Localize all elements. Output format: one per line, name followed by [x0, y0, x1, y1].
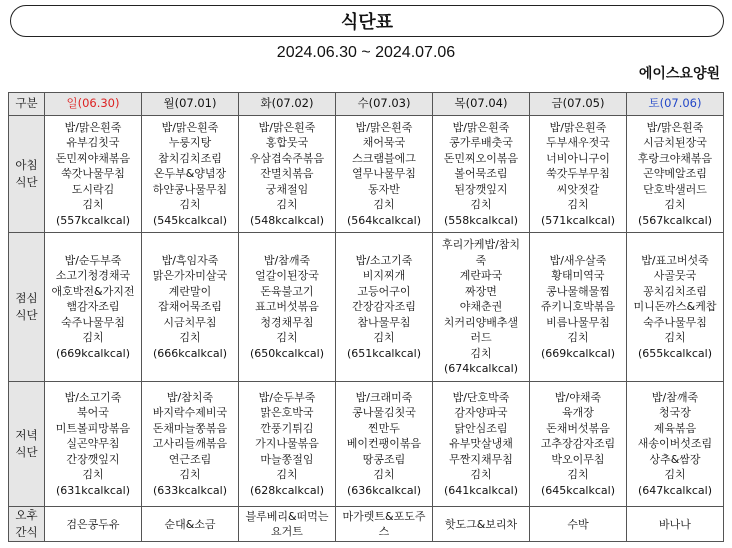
menu-item: 김치 [470, 198, 492, 212]
menu-item: 김치 [82, 198, 104, 212]
menu-item: 김치 [276, 331, 298, 345]
menu-title-box [10, 5, 724, 37]
corner-header: 구분 [9, 93, 45, 116]
menu-cell-snack-wednesday [336, 507, 433, 542]
day-header-monday: 월(07.01) [142, 93, 239, 116]
menu-item: 핫도그&보리차 [444, 517, 518, 531]
menu-item: (557kcalkcal) [55, 213, 130, 227]
menu-item: 씨앗젓갈 [556, 182, 600, 196]
menu-item: 두부새우젓국 [546, 136, 610, 150]
menu-item: 김치 [179, 198, 201, 212]
menu-cell-snack-monday [142, 507, 239, 542]
facility-name: 에이스요양원 [638, 66, 720, 82]
menu-item: 쑥갓두부무침 [546, 167, 610, 181]
menu-body [9, 116, 724, 542]
menu-item: 밥/맑은흰죽 [355, 120, 413, 134]
menu-item: (545kcalkcal) [152, 213, 227, 227]
menu-item: (651kcalkcal) [346, 346, 421, 360]
menu-item: 미트볼피망볶음 [55, 421, 131, 435]
menu-item: 깐풍기튀김 [260, 421, 314, 435]
menu-item: 콩나물김칫국 [352, 406, 416, 420]
meal-row-lunch [9, 233, 724, 382]
menu-item: 청국장 [659, 406, 691, 420]
menu-item: 김치 [373, 468, 395, 482]
menu-item: 밥/맑은흰죽 [452, 120, 510, 134]
menu-item: 순대&소금 [164, 517, 216, 531]
menu-item: 김치 [567, 198, 589, 212]
menu-cell-dinner-friday [530, 382, 627, 507]
day-header-wednesday: 수(07.03) [336, 93, 433, 116]
menu-item: 계란말이 [168, 284, 212, 298]
menu-cell-breakfast-friday [530, 116, 627, 233]
menu-item: 고추장감자조림 [540, 437, 616, 451]
menu-item: 홍합뭇국 [265, 136, 309, 150]
menu-item: 참치김치조림 [158, 151, 222, 165]
menu-cell-snack-friday [530, 507, 627, 542]
menu-item: 땅콩조림 [362, 452, 406, 466]
menu-cell-lunch-thursday [433, 233, 530, 382]
menu-item: (631kcalkcal) [55, 483, 130, 497]
menu-item: 실곤약무침 [66, 437, 120, 451]
meal-row-breakfast [9, 116, 724, 233]
meal-label-breakfast [9, 116, 45, 233]
meal-label-line: 식단 [15, 308, 38, 322]
menu-item: 쥬키니호박볶음 [540, 300, 616, 314]
menu-item: 스 [378, 525, 390, 538]
menu-item: 밥/맑은흰죽 [646, 120, 704, 134]
menu-item: 볼어묵조림 [454, 167, 508, 181]
menu-item: 애호박전&가지전 [51, 284, 135, 298]
menu-cell-lunch-monday [142, 233, 239, 382]
menu-item: (636kcalkcal) [346, 483, 421, 497]
menu-item: (666kcalkcal) [152, 346, 227, 360]
menu-item: 밥/소고기죽 [355, 253, 413, 267]
menu-item: 스크램블에그 [352, 151, 416, 165]
menu-item: 궁채절임 [265, 182, 309, 196]
meal-label-line: 아침 [15, 158, 38, 172]
menu-item: (650kcalkcal) [249, 346, 324, 360]
page-title: 식단표 [340, 12, 394, 33]
menu-item: 된장깻잎지 [454, 182, 508, 196]
menu-item: 너비아니구이 [546, 151, 610, 165]
menu-cell-lunch-sunday [45, 233, 142, 382]
menu-item: 육개장 [562, 406, 594, 420]
menu-item: 죽 [475, 253, 487, 267]
menu-item: 김치 [470, 346, 492, 360]
menu-item: 맑은가자미살국 [152, 269, 228, 283]
menu-cell-breakfast-saturday [627, 116, 724, 233]
menu-item: 계란파국 [459, 269, 503, 283]
menu-item: 시금치된장국 [643, 136, 707, 150]
menu-item: 돈민찌오이볶음 [443, 151, 519, 165]
menu-item: 가지나물볶음 [255, 437, 319, 451]
menu-item: 잡채어묵조림 [158, 300, 222, 314]
menu-item: 밥/참깨죽 [651, 390, 699, 404]
menu-item: 김치 [664, 468, 686, 482]
menu-item: 김치 [179, 331, 201, 345]
menu-item: 밥/새우살죽 [549, 253, 607, 267]
menu-item: 김치 [373, 198, 395, 212]
menu-item: 닭안심조림 [454, 421, 508, 435]
menu-item: 누룽지탕 [168, 136, 212, 150]
menu-item: 유부김칫국 [66, 136, 120, 150]
menu-cell-dinner-sunday [45, 382, 142, 507]
menu-item: (655kcalkcal) [637, 346, 712, 360]
menu-cell-snack-sunday [45, 507, 142, 542]
menu-item: 고사리들깨볶음 [152, 437, 228, 451]
menu-item: 유부맛살냉채 [449, 437, 513, 451]
menu-item: (628kcalkcal) [249, 483, 324, 497]
meal-label-dinner [9, 382, 45, 507]
menu-item: 감자양파국 [454, 406, 508, 420]
menu-item: 박오이무침 [551, 452, 605, 466]
menu-item: (674kcalkcal) [443, 362, 518, 376]
menu-item: (633kcalkcal) [152, 483, 227, 497]
menu-item: 밥/참깨죽 [263, 253, 311, 267]
menu-item: 우삼겹숙주볶음 [249, 151, 325, 165]
menu-item: (647kcalkcal) [637, 483, 712, 497]
menu-item: 돈채버섯볶음 [546, 421, 610, 435]
menu-item: 밥/소고기죽 [64, 390, 122, 404]
menu-item: (548kcalkcal) [249, 213, 324, 227]
menu-cell-breakfast-sunday [45, 116, 142, 233]
menu-item: 베이컨팽이볶음 [346, 437, 422, 451]
menu-item: 밥/맑은흰죽 [549, 120, 607, 134]
menu-cell-lunch-friday [530, 233, 627, 382]
menu-item: 열무나물무침 [352, 167, 416, 181]
day-header-tuesday: 화(07.02) [239, 93, 336, 116]
menu-cell-lunch-tuesday [239, 233, 336, 382]
menu-item: 숙주나물무침 [61, 315, 125, 329]
menu-item: 밥/맑은흰죽 [64, 120, 122, 134]
menu-item: 사골뭇국 [653, 269, 697, 283]
menu-item: 마늘쫑절임 [260, 452, 314, 466]
menu-item: 김치 [82, 468, 104, 482]
menu-cell-breakfast-wednesday [336, 116, 433, 233]
menu-item: 햄감자조림 [66, 300, 120, 314]
menu-item: 단호박샐러드 [643, 182, 707, 196]
day-header-friday: 금(07.05) [530, 93, 627, 116]
menu-item: 치커리양배추샐 [443, 315, 519, 329]
day-header-sunday: 일(06.30) [45, 93, 142, 116]
menu-item: 러드 [470, 331, 492, 345]
menu-item: 간장깻잎지 [66, 452, 120, 466]
menu-item: 채어묵국 [362, 136, 406, 150]
date-range: 2024.06.30 ~ 2024.07.06 [276, 44, 456, 61]
menu-item: 쑥갓나물무침 [61, 167, 125, 181]
menu-item: 비지찌개 [362, 269, 406, 283]
menu-item: 밥/야채죽 [554, 390, 602, 404]
meal-row-snack [9, 507, 724, 542]
menu-cell-lunch-wednesday [336, 233, 433, 382]
menu-item: 상추&쌈장 [649, 452, 701, 466]
menu-cell-dinner-saturday [627, 382, 724, 507]
menu-item: 곤약메알조림 [643, 167, 707, 181]
menu-cell-dinner-monday [142, 382, 239, 507]
menu-item: 비름나물무침 [546, 315, 610, 329]
menu-item: 제육볶음 [653, 421, 697, 435]
menu-item: (669kcalkcal) [55, 346, 130, 360]
day-header-saturday: 토(07.06) [627, 93, 724, 116]
menu-item: 바지락수제비국 [152, 406, 228, 420]
day-header-thursday: 목(07.04) [433, 93, 530, 116]
menu-item: 후랑크야채볶음 [637, 151, 713, 165]
menu-item: 콩나물해물찜 [546, 284, 610, 298]
menu-item: 돈육불고기 [260, 284, 314, 298]
menu-item: 김치 [276, 468, 298, 482]
menu-item: 꽁치김치조림 [643, 284, 707, 298]
menu-item: 연근조림 [168, 452, 212, 466]
menu-item: (564kcalkcal) [346, 213, 421, 227]
day-header-row [9, 93, 724, 116]
menu-item: 김치 [664, 331, 686, 345]
menu-item: 황태미역국 [551, 269, 605, 283]
menu-item: 검은콩두유 [66, 517, 120, 531]
menu-item: 표고버섯볶음 [255, 300, 319, 314]
menu-item: 찐만두 [368, 421, 400, 435]
menu-item: 밥/순두부죽 [258, 390, 316, 404]
menu-item: 짜장면 [465, 284, 497, 298]
meal-row-dinner [9, 382, 724, 507]
menu-item: 김치 [567, 468, 589, 482]
meal-label-line: 식단 [15, 445, 38, 459]
menu-item: 바나나 [659, 517, 691, 531]
meal-label-line: 저녁 [15, 428, 38, 442]
menu-item: 북어국 [77, 406, 109, 420]
menu-item: 잔멸치볶음 [260, 167, 314, 181]
menu-item: 밥/맑은흰죽 [258, 120, 316, 134]
menu-item: 고등어구이 [357, 284, 411, 298]
menu-item: 소고기청경채국 [55, 269, 131, 283]
menu-item: 밥/참치죽 [166, 390, 214, 404]
menu-item: 하얀콩나물무침 [152, 182, 228, 196]
menu-cell-snack-tuesday [239, 507, 336, 542]
menu-item: 동자반 [368, 182, 400, 196]
menu-item: 온두부&양념장 [153, 167, 227, 181]
menu-item: 밥/순두부죽 [64, 253, 122, 267]
menu-item: 맑은호박국 [260, 406, 314, 420]
menu-item: 밥/단호박죽 [452, 390, 510, 404]
menu-item: (641kcalkcal) [443, 483, 518, 497]
menu-item: 김치 [664, 198, 686, 212]
menu-item: 무짠지채무침 [449, 452, 513, 466]
menu-item: 돈민찌야채볶음 [55, 151, 131, 165]
menu-item: 시금치무침 [163, 315, 217, 329]
menu-item: 간장감자조림 [352, 300, 416, 314]
menu-item: 마가렛트&포도주 [342, 510, 426, 523]
menu-item: 요거트 [271, 525, 303, 538]
weekly-menu-table [8, 92, 724, 542]
menu-item: 김치 [470, 468, 492, 482]
menu-item: 얼갈이된장국 [255, 269, 319, 283]
menu-item: 청경채무침 [260, 315, 314, 329]
menu-cell-lunch-saturday [627, 233, 724, 382]
menu-item: 김치 [276, 198, 298, 212]
menu-item: 새송이버섯조림 [637, 437, 713, 451]
menu-item: 미니돈까스&케찹 [633, 300, 717, 314]
menu-item: 김치 [179, 468, 201, 482]
menu-item: 수박 [567, 517, 589, 531]
menu-cell-dinner-wednesday [336, 382, 433, 507]
menu-item: 김치 [567, 331, 589, 345]
menu-cell-dinner-tuesday [239, 382, 336, 507]
menu-item: 김치 [373, 331, 395, 345]
menu-item: 블루베리&떠먹는 [245, 510, 329, 523]
menu-cell-breakfast-tuesday [239, 116, 336, 233]
menu-item: 도시락김 [71, 182, 115, 196]
meal-label-lunch [9, 233, 45, 382]
menu-item: 숙주나물무침 [643, 315, 707, 329]
menu-item: (567kcalkcal) [637, 213, 712, 227]
menu-item: 참나물무침 [357, 315, 411, 329]
menu-item: 후리가케밥/참치 [441, 238, 521, 252]
menu-item: 콩가루배춧국 [449, 136, 513, 150]
meal-label-line: 오후 [15, 508, 38, 522]
menu-cell-snack-saturday [627, 507, 724, 542]
menu-item: 밥/크래미죽 [355, 390, 413, 404]
meal-label-line: 간식 [15, 525, 38, 539]
menu-item: 밥/흑임자죽 [161, 253, 219, 267]
menu-item: (558kcalkcal) [443, 213, 518, 227]
menu-cell-breakfast-thursday [433, 116, 530, 233]
meal-label-snack [9, 507, 45, 542]
menu-cell-dinner-thursday [433, 382, 530, 507]
menu-cell-snack-thursday [433, 507, 530, 542]
menu-item: 밥/맑은흰죽 [161, 120, 219, 134]
menu-item: (645kcalkcal) [540, 483, 615, 497]
menu-item: 밥/표고버섯죽 [641, 253, 709, 267]
meal-label-line: 점심 [15, 291, 38, 305]
menu-item: 김치 [82, 331, 104, 345]
meal-label-line: 식단 [15, 175, 38, 189]
menu-item: 야채춘권 [459, 300, 503, 314]
menu-item: (669kcalkcal) [540, 346, 615, 360]
menu-item: (571kcalkcal) [540, 213, 615, 227]
menu-item: 돈채마늘쫑볶음 [152, 421, 228, 435]
menu-cell-breakfast-monday [142, 116, 239, 233]
